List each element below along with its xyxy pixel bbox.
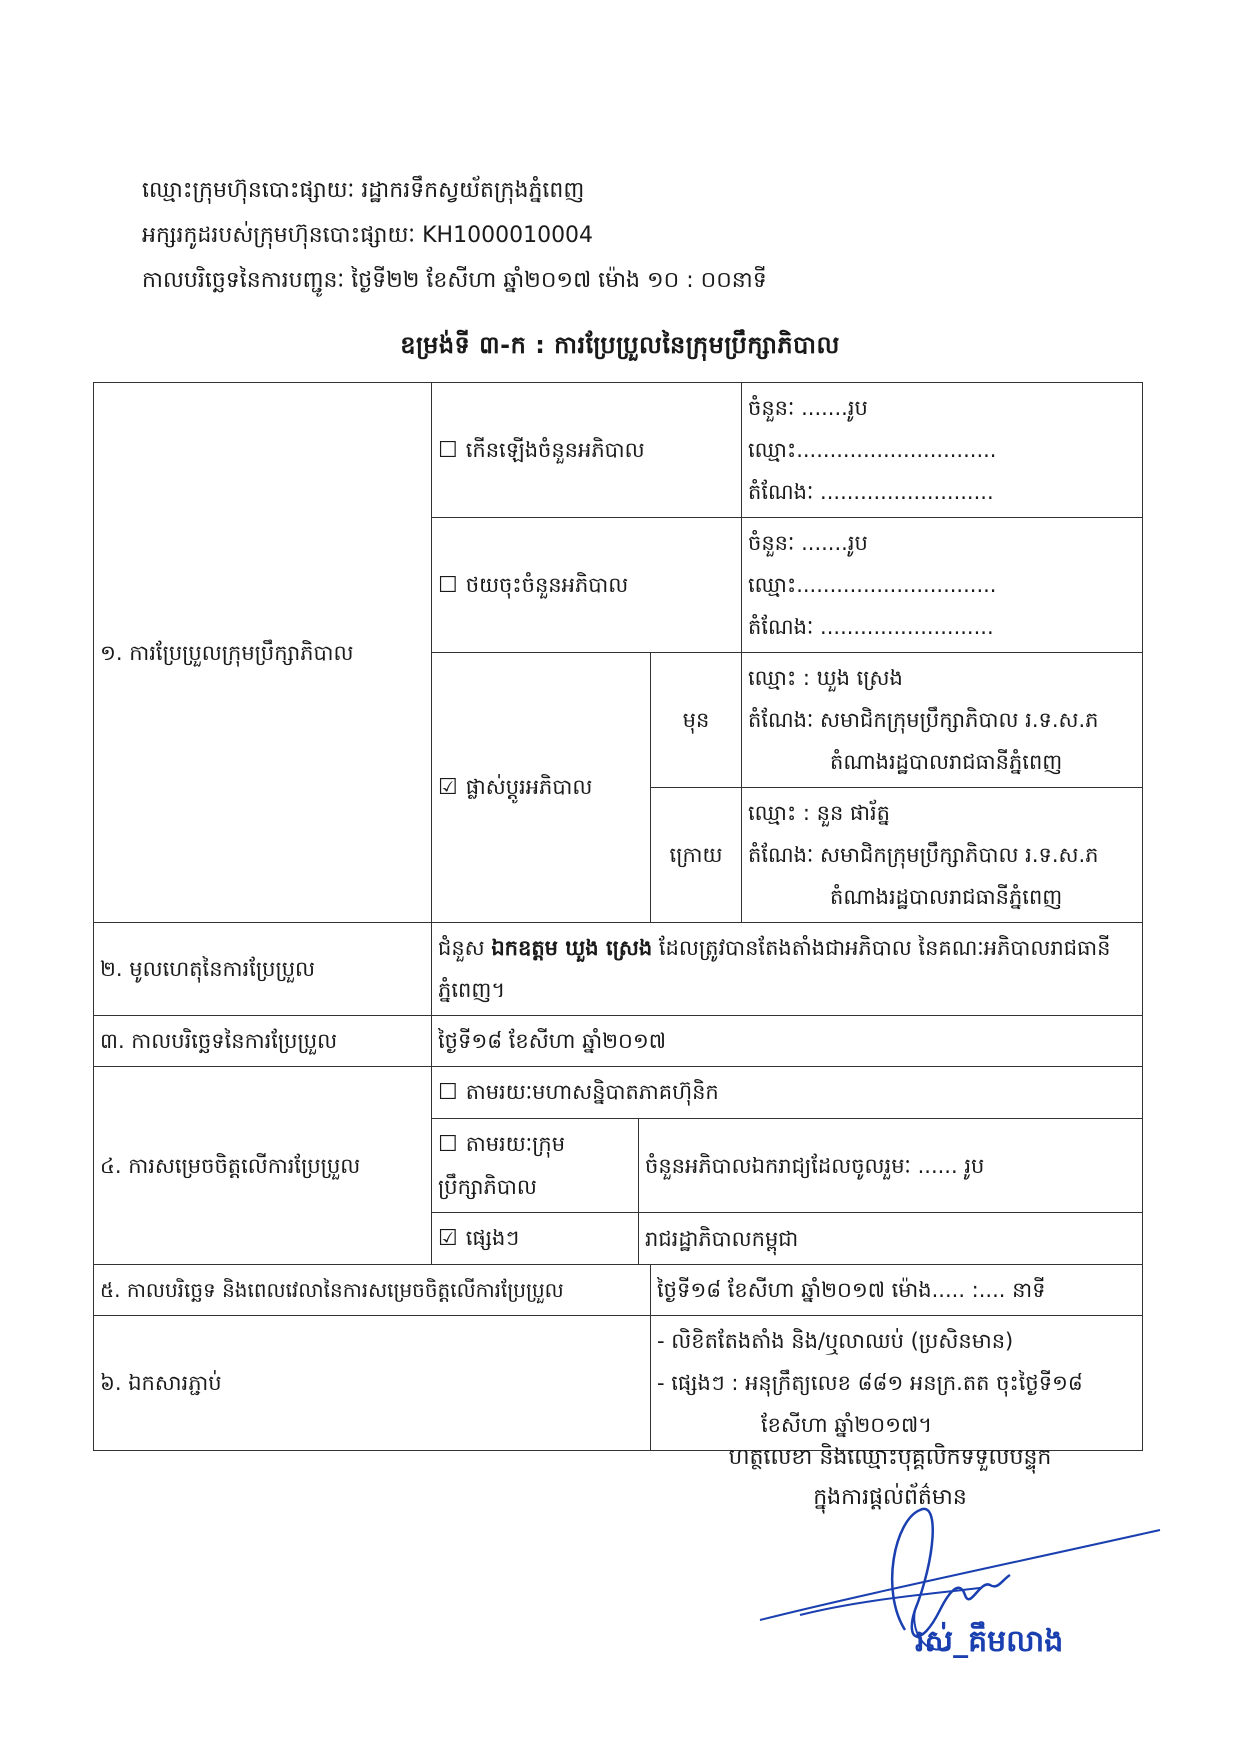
before-label: មុន	[651, 653, 742, 788]
section3-value: ថ្ងៃទី១៨ ខែសីហា ឆ្នាំ២០១៧	[432, 1016, 1143, 1067]
section2-label: ២. មូលហេតុនៃការប្រែប្រួល	[94, 923, 432, 1016]
opt3-label: ផ្សេងៗ	[465, 1226, 520, 1250]
after-details	[742, 788, 1143, 923]
decrease-details	[742, 518, 1143, 653]
decrease-count: ចំនួនៈ .......រូប	[748, 531, 868, 555]
reason-prefix: ជំនួស	[438, 936, 492, 960]
increase-name: ឈ្មោះ..............................	[748, 438, 997, 462]
increase-count: ចំនួនៈ .......រូប	[748, 396, 868, 420]
signer-line1: ហត្ថលេខា និងឈ្មោះបុគ្គលិកទទួលបន្ទុក	[728, 1445, 1052, 1470]
attachment-1: - លិខិតតែងតាំង និង/ឬលាឈប់ (ប្រសិនមាន)	[657, 1329, 1014, 1353]
change-checkbox[interactable]: ☑	[438, 775, 458, 800]
header-block	[142, 168, 767, 303]
board-change-table	[93, 382, 1143, 1451]
opt1-checkbox[interactable]: ☐	[438, 1080, 458, 1105]
section3-label: ៣. កាលបរិច្ឆេទនៃការប្រែប្រួល	[94, 1016, 432, 1067]
opt2-label: តាមរយៈក្រុមប្រឹក្សាភិបាល	[438, 1132, 566, 1199]
decision-opt3	[432, 1213, 639, 1265]
section2-value	[432, 923, 1143, 1016]
reason-person: ឯកឧត្តម ឃួង ស្រេង	[491, 936, 653, 960]
increase-label: កើនឡើងចំនួនអភិបាល	[465, 437, 645, 462]
before-position-cont: តំណាងរដ្ឋបាលរាជធានីភ្នំពេញ	[830, 750, 1063, 774]
before-details	[742, 653, 1143, 788]
section1-label: ១. ការប្រែប្រួលក្រុមប្រឹក្សាភិបាល	[94, 383, 432, 923]
submission-date: កាលបរិច្ឆេទនៃការបញ្ជូនៈ ថ្ងៃទី២២ ខែសីហា ឆ្នាំ២០១៧ ម៉ោង ១០ : ០០នាទី	[142, 268, 767, 293]
decision-opt1	[432, 1067, 1143, 1119]
after-name: ឈ្មោះ : នួន ផារ័ត្ន	[748, 801, 890, 825]
opt3-checkbox[interactable]: ☑	[438, 1226, 458, 1251]
before-name: ឈ្មោះ : ឃួង ស្រេង	[748, 666, 903, 690]
section6-value	[651, 1316, 1143, 1451]
section6-label: ៦. ឯកសារភ្ជាប់	[94, 1316, 651, 1451]
attachment-2-cont: ខែសីហា ឆ្នាំ២០១៧។	[761, 1413, 933, 1437]
company-name: ឈ្មោះក្រុមហ៊ុនបោះផ្សាយៈ រដ្ឋាករទឹកស្វយ័តក្រុងភ្នំពេញ	[142, 178, 585, 203]
opt2-detail: ចំនួនអភិបាលឯករាជ្យដែលចូលរួមៈ ...... រូប	[639, 1119, 1143, 1213]
opt1-label: តាមរយៈមហាសន្និបាតភាគហ៊ុនិក	[465, 1080, 719, 1104]
increase-position: តំណែងៈ ..........................	[748, 480, 994, 504]
after-position: តំណែងៈ សមាជិកក្រុមប្រឹក្សាភិបាល រ.ទ.ស.ភ	[748, 843, 1099, 867]
section5-value: ថ្ងៃទី១៨ ខែសីហា ឆ្នាំ២០១៧ ម៉ោង..... :.... នាទី	[651, 1265, 1143, 1316]
change-label: ផ្លាស់ប្ដូរអភិបាល	[465, 775, 593, 799]
increase-details	[742, 383, 1143, 518]
decrease-name: ឈ្មោះ..............................	[748, 573, 997, 597]
section5-label: ៥. កាលបរិច្ឆេទ និងពេលវេលានៃការសម្រេចចិត្តលើការប្រែប្រួល	[94, 1265, 651, 1316]
decrease-option	[432, 518, 742, 653]
opt2-checkbox[interactable]: ☐	[438, 1132, 458, 1157]
decrease-position: តំណែងៈ ..........................	[748, 615, 994, 639]
signer-name: រស់_គឹមលាង	[915, 1624, 1064, 1659]
increase-checkbox[interactable]: ☐	[438, 437, 458, 463]
decision-opt2	[432, 1119, 639, 1213]
signer-line2: ក្នុងការផ្ដល់ព័ត៌មាន	[813, 1485, 967, 1510]
form-title: ឧម្រង់ទី ៣-ក : ការប្រែប្រួលនៃក្រុមប្រឹក្សាភិបាល	[400, 331, 840, 359]
company-code: អក្សរកូដរបស់ក្រុមហ៊ុនបោះផ្សាយៈ KH1000010004	[142, 223, 594, 248]
after-label: ក្រោយ	[651, 788, 742, 923]
reason-suffix: ដែលត្រូវបានតែងតាំងជាអភិបាល នៃគណៈអភិបាលរាជធានីភ្នំពេញ។	[438, 936, 1111, 1002]
after-position-cont: តំណាងរដ្ឋបាលរាជធានីភ្នំពេញ	[830, 885, 1063, 909]
before-position: តំណែងៈ សមាជិកក្រុមប្រឹក្សាភិបាល រ.ទ.ស.ភ	[748, 708, 1099, 732]
increase-option	[432, 383, 742, 518]
change-option	[432, 653, 651, 923]
decrease-checkbox[interactable]: ☐	[438, 572, 458, 598]
decrease-label: ថយចុះចំនួនអភិបាល	[465, 572, 629, 597]
attachment-2: - ផ្សេងៗ : អនុក្រឹត្យលេខ ៨៨១ អនក្រ.តត ចុះថ្ងៃទី១៨	[657, 1371, 1083, 1395]
section4-label: ៤. ការសម្រេចចិត្តលើការប្រែប្រួល	[94, 1067, 432, 1265]
opt3-detail: រាជរដ្ឋាភិបាលកម្ពុជា	[639, 1213, 1143, 1265]
